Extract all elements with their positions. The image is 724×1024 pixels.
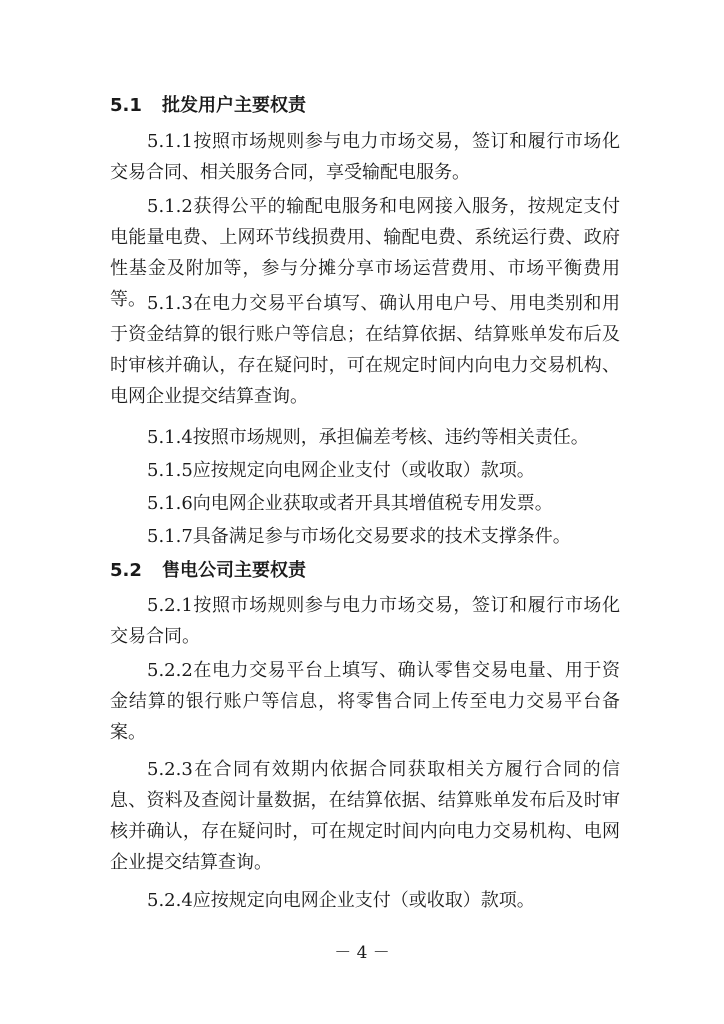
section-number: 5.1 <box>110 95 142 116</box>
section-heading-5-2 <box>110 555 620 586</box>
section-heading-5-1 <box>110 90 620 121</box>
paragraph-5-1-7: 5.1.7具备满足参与市场化交易要求的技术支撑条件。 <box>147 526 571 547</box>
paragraph-5-1-3: 5.1.3在电力交易平台填写、确认用电户号、用电类别和用于资金结算的银行账户等信息；在结算依据、结算账单发布后及时审核并确认，存在疑问时，可在规定时间内向电力交易机构、电网企业提交结算查询。 <box>110 293 620 407</box>
paragraph-5-1-4: 5.1.4按照市场规则，承担偏差考核、违约等相关责任。 <box>147 427 589 448</box>
paragraph-5-1-6: 5.1.6向电网企业获取或者开具其增值税专用发票。 <box>147 493 553 514</box>
paragraph-5-2-2: 5.2.2在电力交易平台上填写、确认零售交易电量、用于资金结算的银行账户等信息，将零售合同上传至电力交易平台备案。 <box>110 660 620 743</box>
paragraph-5-1-2: 5.1.2获得公平的输配电服务和电网接入服务，按规定支付电能量电费、上网环节线损费用、输配电费、系统运行费、政府性基金及附加等，参与分摊分享市场运营费用、市场平衡费用等。 <box>110 196 620 310</box>
paragraph-5-2-3: 5.2.3在合同有效期内依据合同获取相关方履行合同的信息、资料及查阅计量数据，在结算依据、结算账单发布后及时审核并确认，存在疑问时，可在规定时间内向电力交易机构、电网企业提交结算查询。 <box>110 759 620 873</box>
section-title: 批发用户主要权责 <box>162 95 306 116</box>
section-title: 售电公司主要权责 <box>162 560 306 581</box>
paragraph-5-1-5: 5.1.5应按规定向电网企业支付（或收取）款项。 <box>147 460 535 481</box>
section-number: 5.2 <box>110 560 142 581</box>
paragraph-5-2-1: 5.2.1按照市场规则参与电力市场交易，签订和履行市场化交易合同。 <box>110 595 620 647</box>
paragraph-5-2-4: 5.2.4应按规定向电网企业支付（或收取）款项。 <box>147 890 535 911</box>
page-number: － 4 － <box>334 943 390 963</box>
paragraph-5-1-1: 5.1.1按照市场规则参与电力市场交易，签订和履行市场化交易合同、相关服务合同，享受输配电服务。 <box>110 131 620 183</box>
